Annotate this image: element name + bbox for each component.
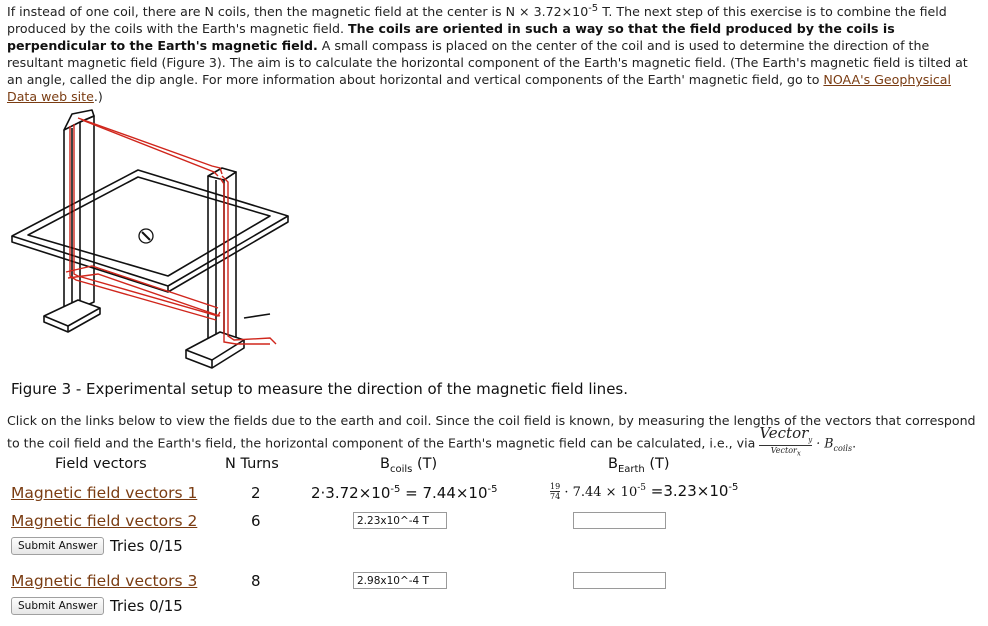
bearth-unit: (T) <box>644 456 670 472</box>
header-bearth <box>608 456 670 475</box>
row1-bcoils-a: 2·3.72×10 <box>311 484 391 502</box>
magnetic-field-vectors-2-link[interactable]: Magnetic field vectors 2 <box>11 512 198 530</box>
row1-frac-den: 74 <box>550 492 561 501</box>
row1-ratio-fraction <box>550 482 560 501</box>
figure-caption: Figure 3 - Experimental setup to measure the direction of the magnetic field lines. <box>11 380 628 398</box>
row3-submit-answer-button[interactable]: Submit Answer <box>11 597 104 615</box>
magnetic-field-vectors-1-link[interactable]: Magnetic field vectors 1 <box>11 484 198 502</box>
coil-setup-figure <box>8 104 308 376</box>
row3-tries-counter: Tries 0/15 <box>110 597 183 615</box>
intro-bold-text: The coils are oriented in such a way so that the field produced by the coils is perpendicular to the Earth's magnetic field. <box>7 21 895 54</box>
row2-tries-counter: Tries 0/15 <box>110 537 183 555</box>
frac-num-sub: y <box>808 436 813 444</box>
header-n-turns: N Turns <box>225 456 279 472</box>
row2-bearth-input[interactable] <box>573 512 666 529</box>
row1-bcoils-expression <box>311 484 498 502</box>
row1-bcoils-exp2: -5 <box>487 484 498 495</box>
row1-bearth-expression <box>550 482 738 501</box>
row1-bearth-mid: · 7.44 × 10 <box>560 485 638 500</box>
row2-bcoils-input[interactable] <box>353 512 447 529</box>
frac-num: Vector <box>759 424 809 442</box>
row2-submit-answer-button[interactable]: Submit Answer <box>11 537 104 555</box>
row1-bearth-exp2: -5 <box>728 482 739 493</box>
intro-text-3: A small compass is placed on the center of the coil and is used to determine the direction of the resultant magnetic field (Figure 3). The aim is to calculate the horizontal component of the Earth's magnetic field. (The Earth's magnetic field is tilted at an angle, called the dip angle. For more information about horizontal and vertical components of the Earth' magnetic field, go to <box>7 38 968 88</box>
bcoils-b: B <box>380 456 390 472</box>
row1-n-turns: 2 <box>251 484 261 502</box>
magnetic-field-vectors-3-link[interactable]: Magnetic field vectors 3 <box>11 572 198 590</box>
row3-bearth-input[interactable] <box>573 572 666 589</box>
bcoils-unit: (T) <box>412 456 438 472</box>
bearth-b: B <box>608 456 618 472</box>
frac-den: Vector <box>770 446 797 455</box>
frac-den-sub: x <box>796 449 801 458</box>
bearth-sub: Earth <box>617 463 645 475</box>
b-subscript: coils <box>833 443 853 453</box>
row1-bearth-eq: =3.23×10 <box>646 482 729 500</box>
intro-text-2: T. The next step of this exercise is to combine the field produced by the coils with the Earth's magnetic field. <box>7 4 947 37</box>
intro-exponent: -5 <box>588 3 599 14</box>
row1-bcoils-b: = 7.44×10 <box>400 484 488 502</box>
row1-bcoils-exp: -5 <box>390 484 401 495</box>
instructions-end: . <box>852 435 857 451</box>
intro-text-4: .) <box>93 89 103 105</box>
row3-n-turns: 8 <box>251 572 261 590</box>
compass-icon <box>139 229 153 243</box>
bcoils-sub: coils <box>389 463 413 475</box>
noaa-link[interactable]: NOAA's Geophysical Data web site <box>7 72 951 105</box>
header-field-vectors: Field vectors <box>55 456 147 472</box>
vector-ratio-fraction <box>759 424 813 459</box>
b-symbol: · B <box>816 435 834 451</box>
row1-frac-num: 19 <box>550 482 561 491</box>
intro-text-1: If instead of one coil, there are N coils, then the magnetic field at the center is N × 3.72×10 <box>7 4 589 20</box>
row2-n-turns: 6 <box>251 512 261 530</box>
instructions-text: Click on the links below to view the fields due to the earth and coil. Since the coil field is known, by measuring the lengths of the vectors that correspond to the coil field and the Earth's field, the horizontal component of the Earth's magnetic field can be calculated, i.e., via <box>7 413 976 451</box>
header-bcoils <box>380 456 437 475</box>
row1-bearth-exp: -5 <box>637 483 647 493</box>
intro-paragraph <box>7 0 982 105</box>
row3-bcoils-input[interactable] <box>353 572 447 589</box>
instructions-paragraph <box>7 412 982 459</box>
